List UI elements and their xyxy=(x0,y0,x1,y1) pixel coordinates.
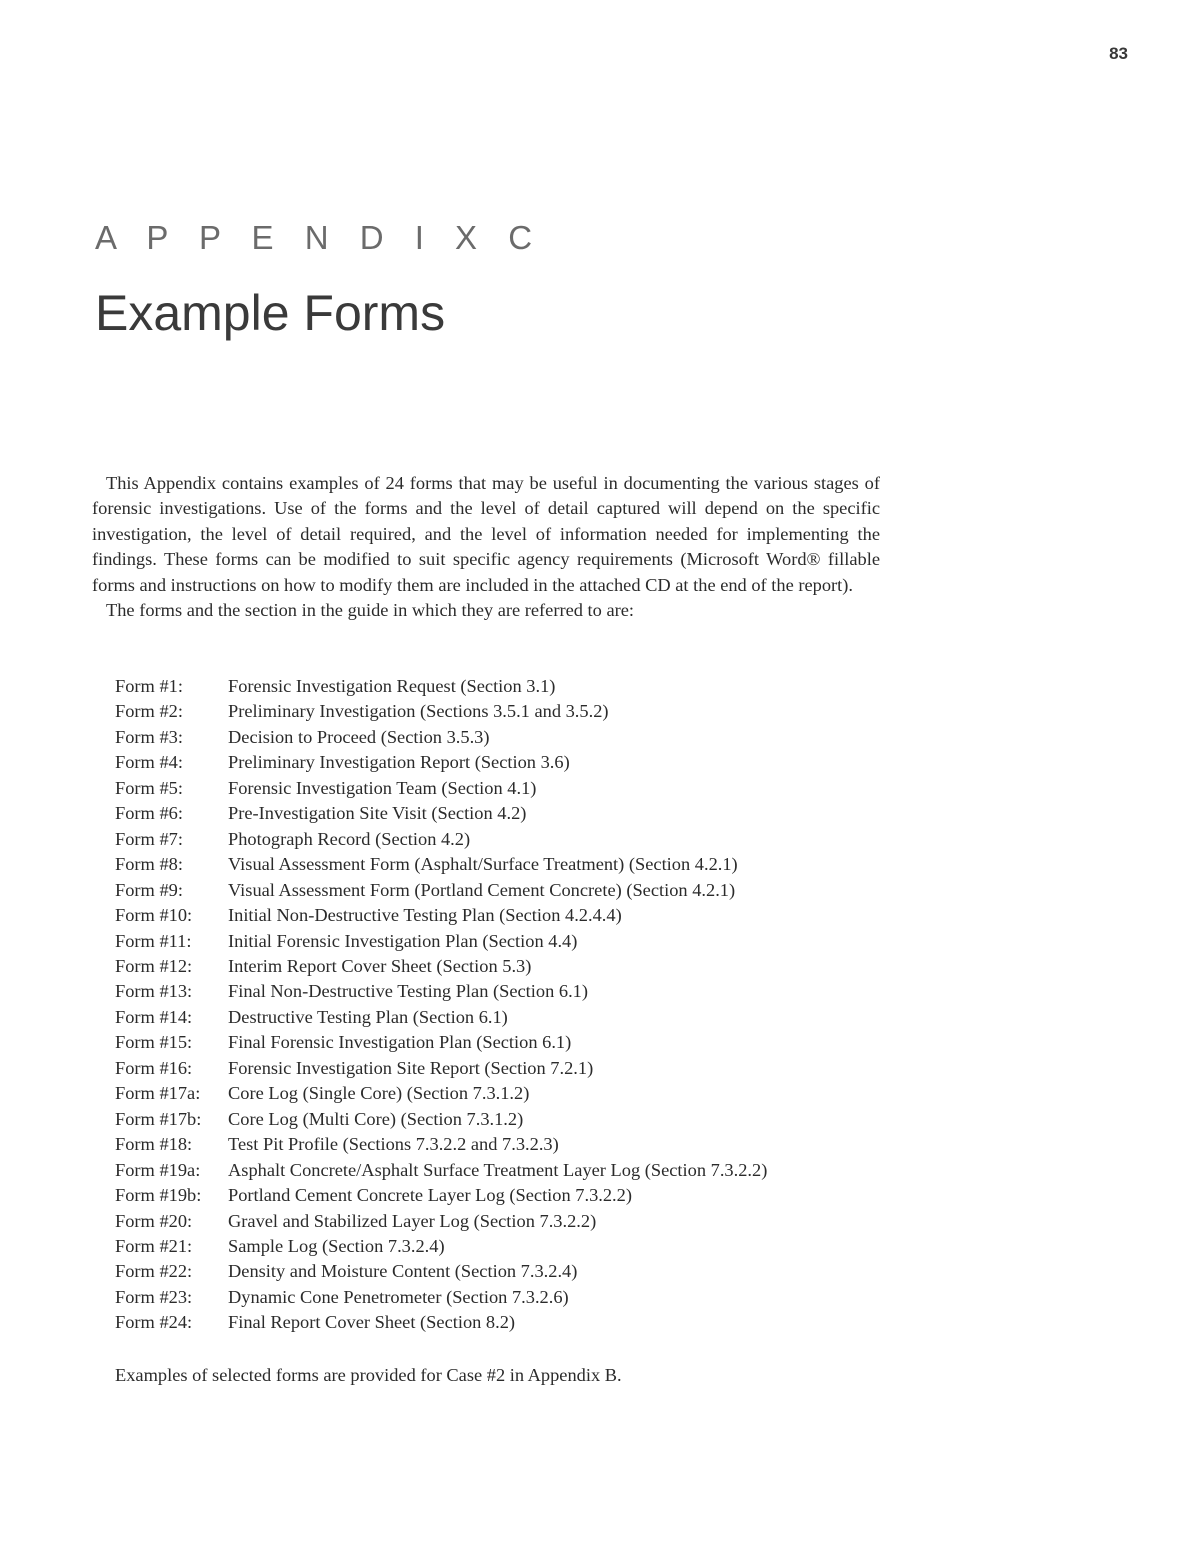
form-description: Pre-Investigation Site Visit (Section 4.2) xyxy=(228,803,527,824)
form-description: Asphalt Concrete/Asphalt Surface Treatment Layer Log (Section 7.3.2.2) xyxy=(228,1159,768,1180)
form-label: Form #8: xyxy=(115,854,183,875)
form-description: Final Report Cover Sheet (Section 8.2) xyxy=(228,1312,516,1333)
form-description: Final Forensic Investigation Plan (Section 6.1) xyxy=(228,1032,572,1053)
form-description: Preliminary Investigation Report (Section 3.6) xyxy=(228,752,570,773)
intro-section xyxy=(92,471,880,624)
form-description: Photograph Record (Section 4.2) xyxy=(228,828,471,849)
form-list xyxy=(115,674,895,1336)
form-label: Form #17a: xyxy=(115,1083,201,1104)
form-description: Test Pit Profile (Sections 7.3.2.2 and 7.3.2.3) xyxy=(228,1134,559,1155)
form-row xyxy=(115,750,895,775)
form-description: Preliminary Investigation (Sections 3.5.1 and 3.5.2) xyxy=(228,701,609,722)
form-description: Dynamic Cone Penetrometer (Section 7.3.2.6) xyxy=(228,1286,569,1307)
form-row xyxy=(115,1005,895,1030)
form-row xyxy=(115,725,895,750)
form-row xyxy=(115,776,895,801)
form-row xyxy=(115,1158,895,1183)
form-description: Initial Non-Destructive Testing Plan (Section 4.2.4.4) xyxy=(228,905,622,926)
form-description: Interim Report Cover Sheet (Section 5.3) xyxy=(228,955,532,976)
form-row xyxy=(115,1132,895,1157)
form-label: Form #19b: xyxy=(115,1185,202,1206)
page-number: 83 xyxy=(1109,44,1128,63)
form-label: Form #23: xyxy=(115,1286,193,1307)
form-label: Form #21: xyxy=(115,1235,193,1256)
form-description: Initial Forensic Investigation Plan (Section 4.4) xyxy=(228,930,578,951)
form-row xyxy=(115,852,895,877)
form-label: Form #1: xyxy=(115,676,183,696)
form-label: Form #22: xyxy=(115,1261,193,1282)
form-label: Form #11: xyxy=(115,930,192,951)
form-label: Form #9: xyxy=(115,879,183,900)
form-row xyxy=(115,979,895,1004)
form-description: Sample Log (Section 7.3.2.4) xyxy=(228,1235,445,1256)
form-row xyxy=(115,699,895,724)
form-description: Gravel and Stabilized Layer Log (Section 7.3.2.2) xyxy=(228,1210,597,1231)
form-row xyxy=(115,1183,895,1208)
form-row xyxy=(115,929,895,954)
form-label: Form #13: xyxy=(115,981,193,1002)
form-label: Form #7: xyxy=(115,828,183,849)
appendix-label: A P P E N D I X C xyxy=(95,219,540,256)
form-row xyxy=(115,1310,895,1335)
closing-note: Examples of selected forms are provided for Case #2 in Appendix B. xyxy=(115,1365,622,1385)
form-row xyxy=(115,1285,895,1310)
form-label: Form #2: xyxy=(115,701,183,722)
form-label: Form #10: xyxy=(115,905,193,926)
form-label: Form #18: xyxy=(115,1134,193,1155)
form-row xyxy=(115,1030,895,1055)
intro-lead-in: The forms and the section in the guide in which they are referred to are: xyxy=(106,600,635,621)
form-row xyxy=(115,674,895,699)
form-description: Density and Moisture Content (Section 7.3.2.4) xyxy=(228,1261,578,1282)
form-description: Portland Cement Concrete Layer Log (Section 7.3.2.2) xyxy=(228,1185,632,1206)
form-label: Form #12: xyxy=(115,955,193,976)
form-label: Form #14: xyxy=(115,1006,193,1027)
form-description: Forensic Investigation Request (Section 3.1) xyxy=(228,676,556,696)
page-title: Example Forms xyxy=(95,285,446,341)
form-description: Destructive Testing Plan (Section 6.1) xyxy=(228,1006,508,1027)
form-description: Final Non-Destructive Testing Plan (Section 6.1) xyxy=(228,981,588,1002)
form-row xyxy=(115,1056,895,1081)
form-row xyxy=(115,878,895,903)
form-label: Form #24: xyxy=(115,1312,193,1333)
form-row xyxy=(115,1234,895,1259)
form-description: Forensic Investigation Site Report (Section 7.2.1) xyxy=(228,1057,594,1078)
form-label: Form #6: xyxy=(115,803,183,824)
form-row xyxy=(115,954,895,979)
form-label: Form #16: xyxy=(115,1057,193,1078)
form-label: Form #17b: xyxy=(115,1108,202,1129)
form-description: Forensic Investigation Team (Section 4.1) xyxy=(228,777,537,798)
form-label: Form #4: xyxy=(115,752,183,773)
form-label: Form #5: xyxy=(115,777,183,798)
form-description: Core Log (Multi Core) (Section 7.3.1.2) xyxy=(228,1108,524,1129)
form-row xyxy=(115,903,895,928)
form-label: Form #3: xyxy=(115,726,183,747)
form-row xyxy=(115,1259,895,1284)
form-row xyxy=(115,1209,895,1234)
form-row xyxy=(115,1107,895,1132)
form-description: Visual Assessment Form (Asphalt/Surface Treatment) (Section 4.2.1) xyxy=(228,854,738,875)
form-description: Decision to Proceed (Section 3.5.3) xyxy=(228,726,490,747)
form-description: Visual Assessment Form (Portland Cement Concrete) (Section 4.2.1) xyxy=(228,879,736,900)
form-row xyxy=(115,1081,895,1106)
form-label: Form #20: xyxy=(115,1210,193,1231)
form-label: Form #15: xyxy=(115,1032,193,1053)
form-label: Form #19a: xyxy=(115,1159,201,1180)
form-row xyxy=(115,801,895,826)
intro-paragraph: This Appendix contains examples of 24 forms that may be useful in documenting the various stages of forensic investigations. Use of the forms and the level of detail captured will depend on the specific investigation, the level of detail required, and the level of information needed for implementing the findings. These forms can be modified to suit specific agency requirements (Microsoft Word® fillable forms and instructions on how to modify them are included in the attached CD at the end of the report). xyxy=(92,473,880,595)
form-row xyxy=(115,827,895,852)
form-description: Core Log (Single Core) (Section 7.3.1.2) xyxy=(228,1083,530,1104)
